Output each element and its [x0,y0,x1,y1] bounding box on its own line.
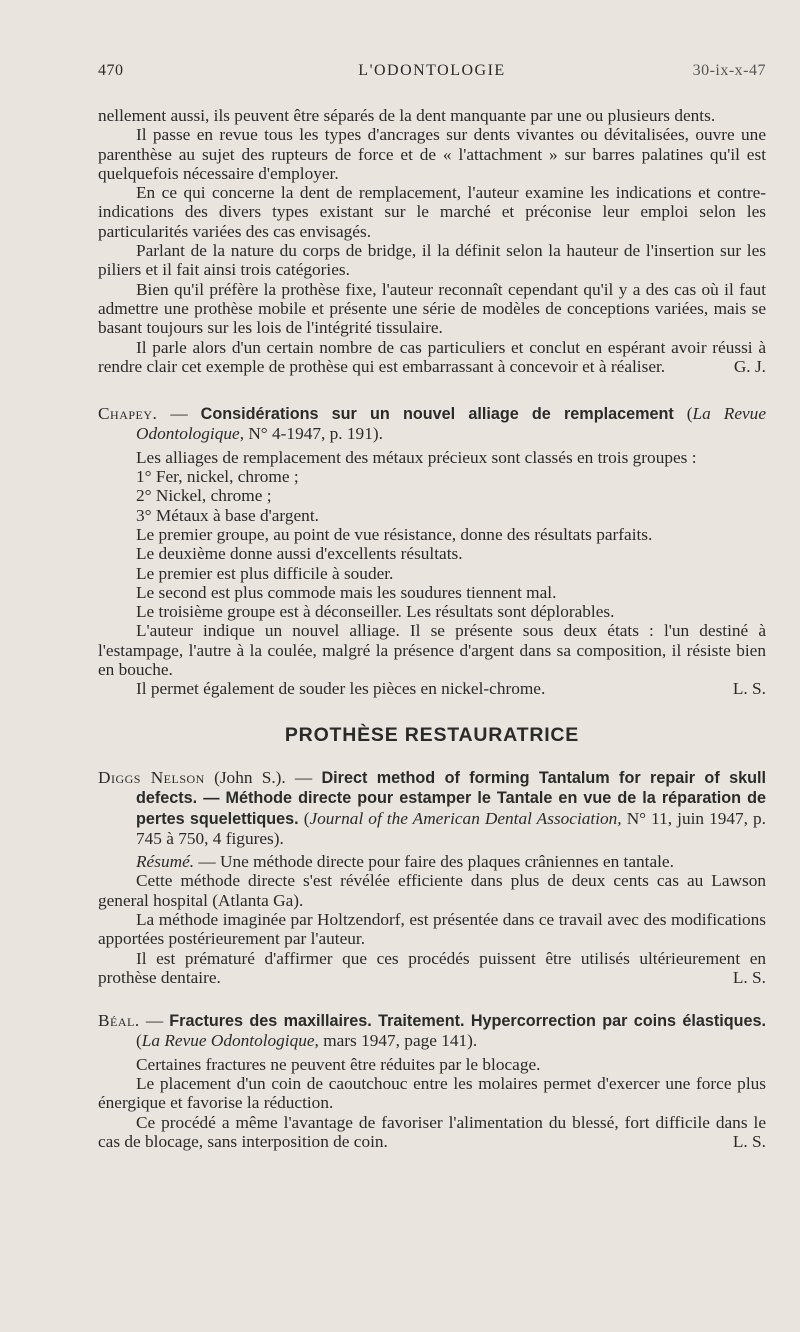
citation-reference: N° 11, juin 1947, p. 745 à 750, 4 figures). [136,808,766,848]
reviewer-signature: G. J. [733,356,766,376]
review-citation [98,1011,766,1051]
citation-dash: — [157,404,201,424]
paragraph-text: — Une méthode directe pour faire des plaques crâniennes en tantale. [194,852,674,872]
paragraph: En ce qui concerne la dent de remplacement, l'auteur examine les indications et contre-indications des divers types existant sur le marché et préconise leur emploi selon les particularités variées des cas envisagés. [98,183,766,241]
paragraph-text: Il permet également de souder les pièces en nickel-chrome. [136,679,546,699]
citation-reference: , mars 1947, page 141). [314,1031,478,1051]
review-citation [98,404,766,444]
citation-reference: , N° 4-1947, p. 191). [239,424,383,444]
paragraph: La méthode imaginée par Holtzendorf, est présentée dans ce travail avec des modifications apportées postérieurement par l'auteur. [98,909,766,949]
review-author: Diggs Nelson [98,767,205,787]
paragraph: Cette méthode directe s'est révélée efficiente dans plus de deux cents cas au Lawson general hospital (Atlanta Ga). [98,871,766,910]
paragraph [98,338,766,377]
paragraph-text: Ce procédé a même l'avantage de favoriser l'alimentation du blessé, fort difficile dans le cas de blocage, sans interposition de coin. [98,1112,766,1151]
review-title: Fractures des maxillaires. Traitement. Hypercorrection par coins élastiques. [169,1012,767,1031]
paragraph: Le placement d'un coin de caoutchouc entre les molaires permet d'exercer une force plus énergique et favorise la réduction. [98,1074,766,1113]
paragraph: Le premier groupe, au point de vue résistance, donne des résultats parfaits. [136,524,653,544]
review-title: Direct method of forming Tantalum for repair of skull defects. — Méthode directe pour estamper le Tantale en vue de la réparation de pertes squelettiques. [136,768,766,828]
review-citation [98,768,766,848]
citation-paren: ( [673,404,693,424]
paragraph: Bien qu'il préfère la prothèse fixe, l'auteur reconnaît cependant qu'il y a des cas où il faut admettre une prothèse mobile et présente une série de modèles de conceptions variées, mais se basant toujours sur les lois de l'intégrité tissulaire. [98,279,766,338]
review-entry-chapey [98,404,766,698]
issue-date-code: 30-ix-x-47 [692,62,766,79]
reviewer-signature: L. S. [732,679,766,699]
running-header [98,62,766,84]
paragraph: Le premier est plus difficile à souder. [136,563,394,583]
paragraph [98,852,766,871]
paragraph: Les alliages de remplacement des métaux précieux sont classés en trois groupes : [136,447,697,467]
list-item: 3° Métaux à base d'argent. [136,505,319,525]
citation-dash: — [139,1011,170,1031]
journal-name: La Revue Odontologique [141,1031,315,1051]
resume-label: Résumé. [136,852,195,872]
journal-name: La Revue Odontologique [136,404,766,444]
page-number: 470 [98,62,124,79]
review-author: Béal. [98,1011,140,1031]
reviewer-signature: L. S. [732,967,766,987]
page-content [98,106,766,1151]
list-item: 2° Nickel, chrome ; [136,486,272,506]
citation-paren: ( [136,1031,142,1051]
paragraph: Il passe en revue tous les types d'ancrages sur dents vivantes ou dévitalisées, ouvre une parenthèse au sujet des rupteurs de force et de « l'attachment » sur barres palatines qu'il est quelquefois nécessaire d'employer. [98,125,766,183]
review-title: Considérations sur un nouvel alliage de remplacement [200,405,674,424]
journal-title: L'ODONTOLOGIE [358,62,506,79]
paragraph: L'auteur indique un nouvel alliage. Il se présente sous deux états : l'un destiné à l'estampage, l'autre à la coulée, malgré la présence d'argent dans sa composition, il résiste bien en bouche. [98,621,766,680]
section-heading: PROTHÈSE RESTAURATRICE [284,723,580,746]
author-first-name: (John S.). — [204,767,322,787]
citation-paren: ( [298,808,310,828]
list-item: 1° Fer, nickel, chrome ; [136,467,299,487]
paragraph: Certaines fractures ne peuvent être réduites par le blocage. [136,1054,541,1074]
paragraph [98,1113,766,1152]
paragraph: Le deuxième donne aussi d'excellents résultats. [136,544,463,564]
paragraph: Le troisième groupe est à déconseiller. Les résultats sont déplorables. [136,602,615,622]
review-continuation [98,106,766,376]
reviewer-signature: L. S. [732,1131,766,1151]
paragraph [98,679,766,698]
review-author: Chapey. [98,404,158,424]
paragraph: nellement aussi, ils peuvent être séparés de la dent manquante par une ou plusieurs dents. [98,106,716,125]
paragraph-text: Il parle alors d'un certain nombre de cas particuliers et conclut en espérant avoir réussi à rendre clair cet exemple de prothèse qui est embarrassant à concevoir et à réaliser. [98,337,766,376]
paragraph-text: Il est prématuré d'affirmer que ces procédés puissent être utilisés ultérieurement en prothèse dentaire. [98,948,766,987]
paragraph [98,949,766,988]
review-entry-diggs [98,768,766,987]
paragraph: Parlant de la nature du corps de bridge, il la définit selon la hauteur de l'insertion sur les piliers et il fait ainsi trois catégories. [98,241,766,280]
paragraph: Le second est plus commode mais les soudures tiennent mal. [136,582,557,602]
journal-name: Journal of the American Dental Association, [309,808,622,828]
review-entry-beal [98,1011,766,1151]
